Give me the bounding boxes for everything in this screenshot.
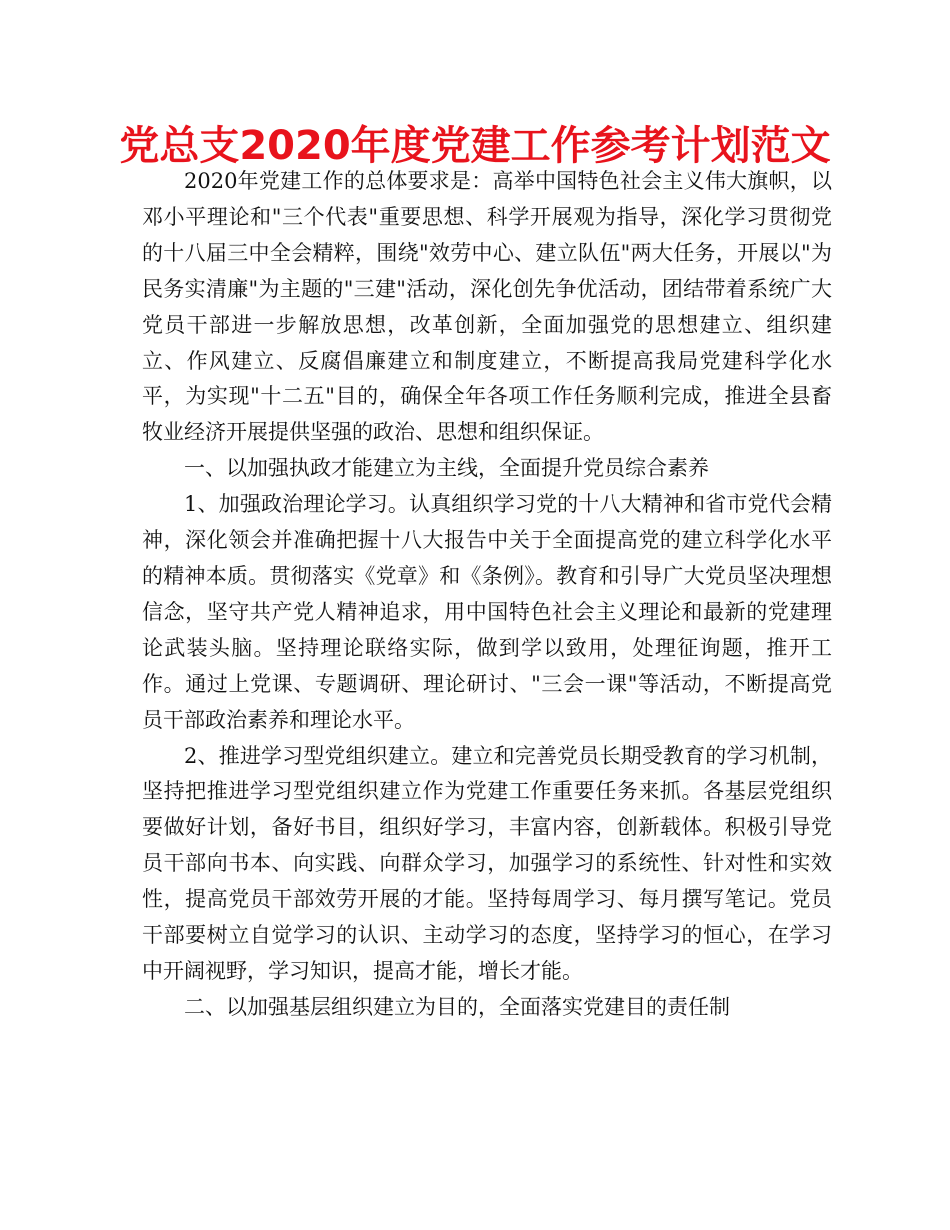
paragraph-item-1: 1、加强政治理论学习。认真组织学习党的十八大精神和省市党代会精神，深化领会并准确把握十八大报告中关于全面提高党的建立科学化水平的精神本质。贯彻落实《党章》和《条例》。教育和引导广大党员坚决理想信念，坚守共产党人精神追求，用中国特色社会主义理论和最新的党建理论武装头脑。坚持理论联络实际，做到学以致用，处理征询题，推开工作。通过上党课、专题调研、理论研讨、"三会一课"等活动，不断提高党员干部政治素养和理论水平。 — [142, 492, 832, 732]
document-title: 党总支2020年度党建工作参考计划范文 — [119, 123, 831, 169]
paragraph-intro: 2020年党建工作的总体要求是：高举中国特色社会主义伟大旗帜，以邓小平理论和"三个代表"重要思想、科学开展观为指导，深化学习贯彻党的十八届三中全会精粹，围绕"效劳中心、建立队伍"两大任务，开展以"为民务实清廉"为主题的"三建"活动，深化创先争优活动，团结带着系统广大党员干部进一步解放思想，改革创新，全面加强党的思想建立、组织建立、作风建立、反腐倡廉建立和制度建立，不断提高我局党建科学化水平，为实现"十二五"目的，确保全年各项工作任务顺利完成，推进全县畜牧业经济开展提供坚强的政治、思想和组织保证。 — [142, 169, 832, 445]
section-heading-2: 二、以加强基层组织建立为目的，全面落实党建目的责任制 — [184, 994, 730, 1019]
section-heading-1: 一、以加强执政才能建立为主线，全面提升党员综合素养 — [184, 456, 709, 481]
paragraph-item-2: 2、推进学习型党组织建立。建立和完善党员长期受教育的学习机制，坚持把推进学习型党组织建立作为党建工作重要任务来抓。各基层党组织要做好计划，备好书目，组织好学习，丰富内容，创新载体。积极引导党员干部向书本、向实践、向群众学习，加强学习的系统性、针对性和实效性，提高党员干部效劳开展的才能。坚持每周学习、每月撰写笔记。党员干部要树立自觉学习的认识、主动学习的态度，坚持学习的恒心，在学习中开阔视野，学习知识，提高才能，增长才能。 — [142, 743, 832, 983]
document-body — [142, 164, 832, 1026]
